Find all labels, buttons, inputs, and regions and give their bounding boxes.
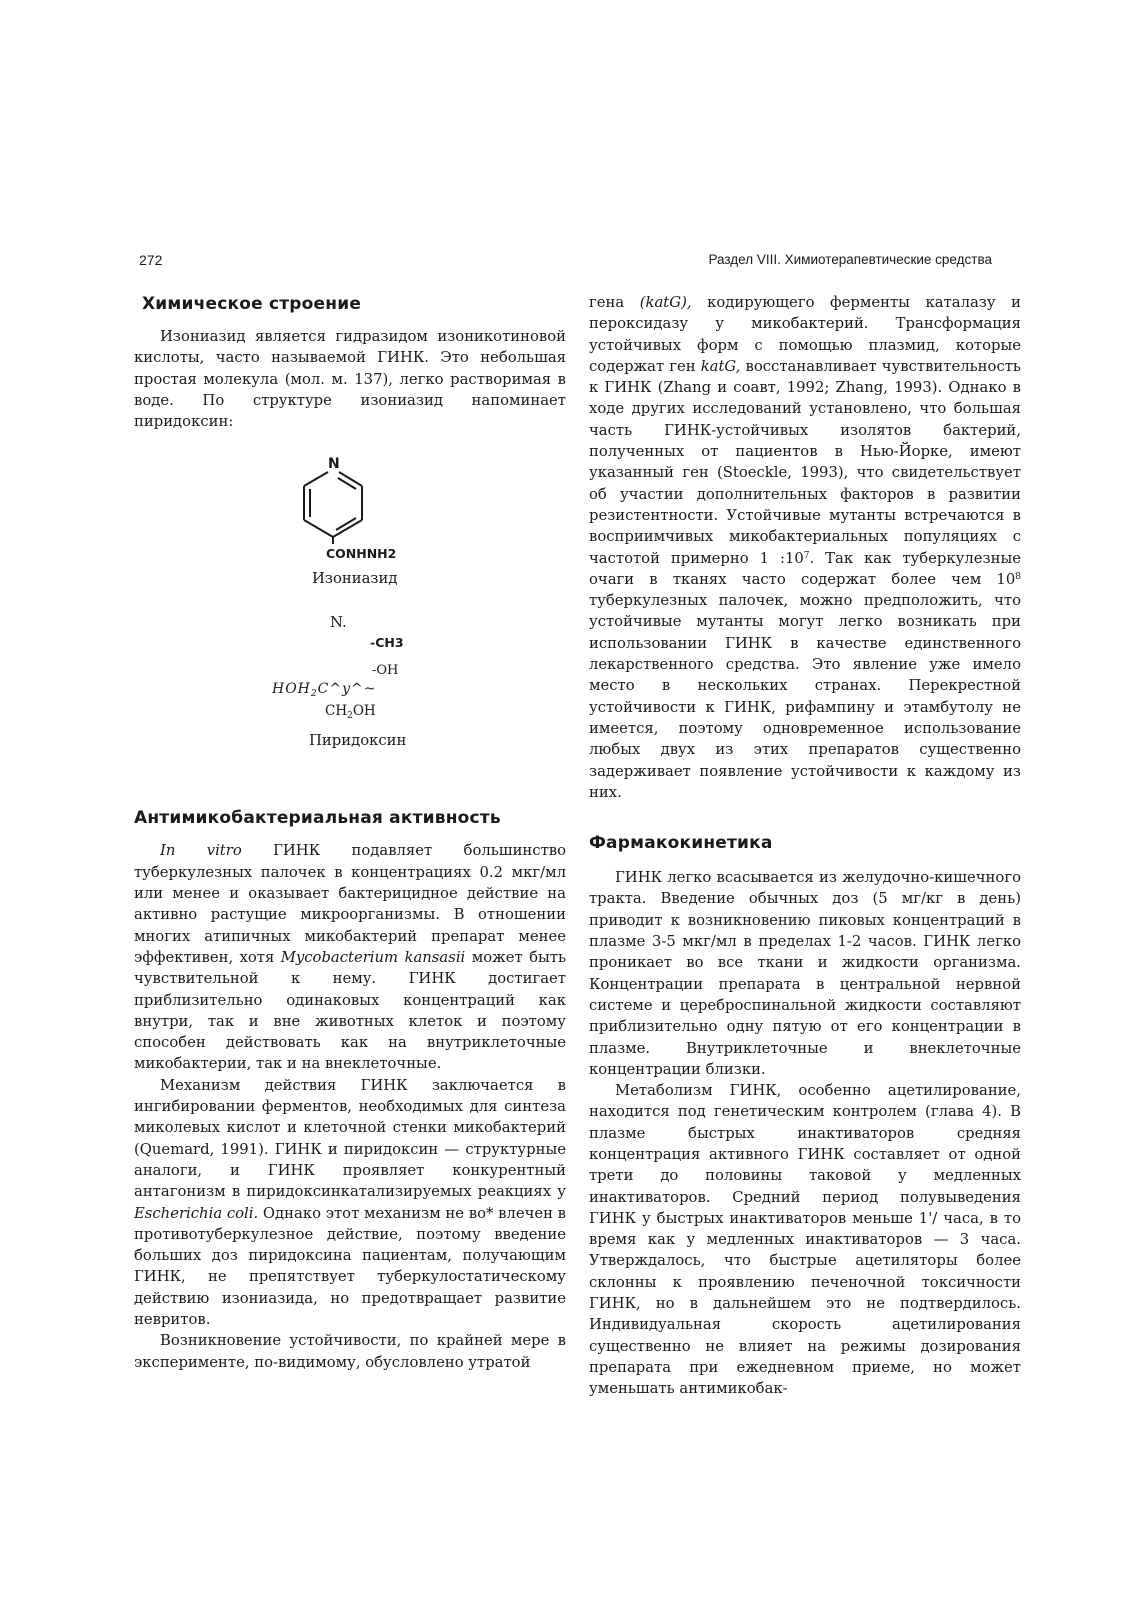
anti-paragraph-2: Механизм действия ГИНК заключается в ингибировании ферментов, необходимых для синтеза миколевых кислот и клеточной стенки микобактерий (Quemard, 1991). ГИНК и пиридоксин — структурные аналоги, и ГИНК проявляет конкурентный антагонизм в пиридоксинкатализируемых реакциях у Escherichia coli. Однако этот механизм не во* влечен в противотуберкулезное действие, поэтому введение больших доз пиридоксина пациентам, получающим ГИНК, не препятствует туберкулостатическому действию изониазида, но предотвращает развитие невритов.	[134, 1076, 567, 1329]
ring-nitrogen-label: N	[328, 456, 340, 473]
isoniazid-substituent: CONHNH2	[326, 546, 397, 562]
pyridoxine-oh-label: -OH	[372, 663, 399, 679]
resistance-paragraph: гена (katG), кодирующего ферменты каталазу и пероксидазу у микобактерий. Трансформация устойчивых форм с помощью плазмид, которые содержат ген katG, восстанавливает чувствительность к ГИНК (Zhang и соавт, 1992; Zhang, 1993). Однако в ходе других исследований установлено, что большая часть ГИНК-устойчивых изолятов бактерий, полученных от пациентов в Нью-Йорке, имеют указанный ген (Stoeckle, 1993), что свидетельствует об участии дополнительных факторов в развитии резистентности. Устойчивые мутанты встречаются в восприимчивых микобактериальных популяциях с частотой примерно 1 $:10^7$. Так как туберкулезные очаги в тканях часто содержат более чем $10^8$ туберкулезных палочек, можно предположить, что устойчивые мутанты могут легко возникать при использовании ГИНК в качестве единственного лекарственного средства. Это явление уже имело место в нескольких странах. Перекрестной устойчивости к ГИНК, рифампину и этамбутолу не имеется, поэтому одновременное использование любых двух из этих препаратов существенно задерживает появление устойчивости к каждому из них.	[589, 294, 1021, 801]
pyridoxine-caption: Пиридоксин	[309, 732, 407, 750]
pyridoxine-ch3-label: -CH3	[370, 635, 404, 651]
pharm-paragraph-2: Метаболизм ГИНК, особенно ацетилирование, находится под генетическим контролем (глава 4). В плазме быстрых инактиваторов средняя концентрация активного ГИНК составляет от одной трети до половины таковой у медленных инактиваторов. Средний период полувыведения ГИНК у быстрых инактиваторов меньше 1'/ часа, в то время как у медленных инактиваторов — 3 часа. Утверждалось, что быстрые ацетиляторы более склонны к проявлению печеночной токсичности ГИНК, но в дальнейшем это не подтвердилось. Индивидуальная скорость ацетилирования существенно не влияет на режимы дозирования препарата при ежедневном приеме, но может уменьшать антимикобак-	[589, 1082, 1021, 1398]
pyridine-ring-icon	[298, 464, 368, 544]
anti-paragraph-3: Возникновение устойчивости, по крайней мере в эксперименте, по-видимому, обусловлено утратой	[134, 1332, 566, 1371]
pyridoxine-n-label: N.	[330, 614, 347, 632]
pyridoxine-hoh-label: $HOH_2C\^{}y\^{}\sim$	[272, 681, 377, 700]
heading-chemical-structure: Химическое строение	[142, 294, 362, 314]
heading-antimycobacterial-activity: Антимикобактериальная активность	[134, 808, 501, 829]
isoniazid-caption: Изониазид	[312, 570, 398, 588]
heading-pharmacokinetics: Фармакокинетика	[589, 833, 773, 854]
chemical-structures	[134, 446, 566, 776]
right-column	[589, 292, 1021, 1400]
anti-paragraph-1: In vitro ГИНК подавляет большинство туберкулезных палочек в концентрациях 0.2 мкг/мл или менее и оказывает бактерицидное действие на активно растущие микроорганизмы. В отношении многих атипичных микобактерий препарат менее эффективен, хотя Mycobacterium kansasii может быть чувствительной к нему. ГИНК достигает приблизительно одинаковых концентраций как внутри, так и вне животных клеток и поэтому способен действовать как на внутриклеточные микобактерии, так и на внеклеточные.	[134, 842, 567, 1073]
pharm-paragraph-1: ГИНК легко всасывается из желудочно-кишечного тракта. Введение обычных доз (5 мг/кг в день) приводит к возникновению пиковых концентраций в плазме 3-5 мкг/мл в пределах 1-2 часов. ГИНК легко проникает во все ткани и жидкости организма. Концентрации препарата в центральной нервной системе и цереброспинальной жидкости составляют приблизительно одну пятую от его концентрации в плазме. Внутриклеточные и внеклеточные концентрации близки.	[589, 869, 1021, 1078]
pyridoxine-ch2oh-label: $CH_2OH$	[325, 703, 376, 722]
left-column	[134, 292, 566, 1373]
running-head: Раздел VIII. Химиотерапевтические средства	[708, 252, 992, 267]
chem-paragraph: Изониазид является гидразидом изоникотиновой кислоты, часто называемой ГИНК. Это небольшая простая молекула (мол. м. 137), легко растворимая в воде. По структуре изониазид напоминает пиридоксин:	[134, 328, 566, 431]
page-number: 272	[139, 252, 163, 268]
